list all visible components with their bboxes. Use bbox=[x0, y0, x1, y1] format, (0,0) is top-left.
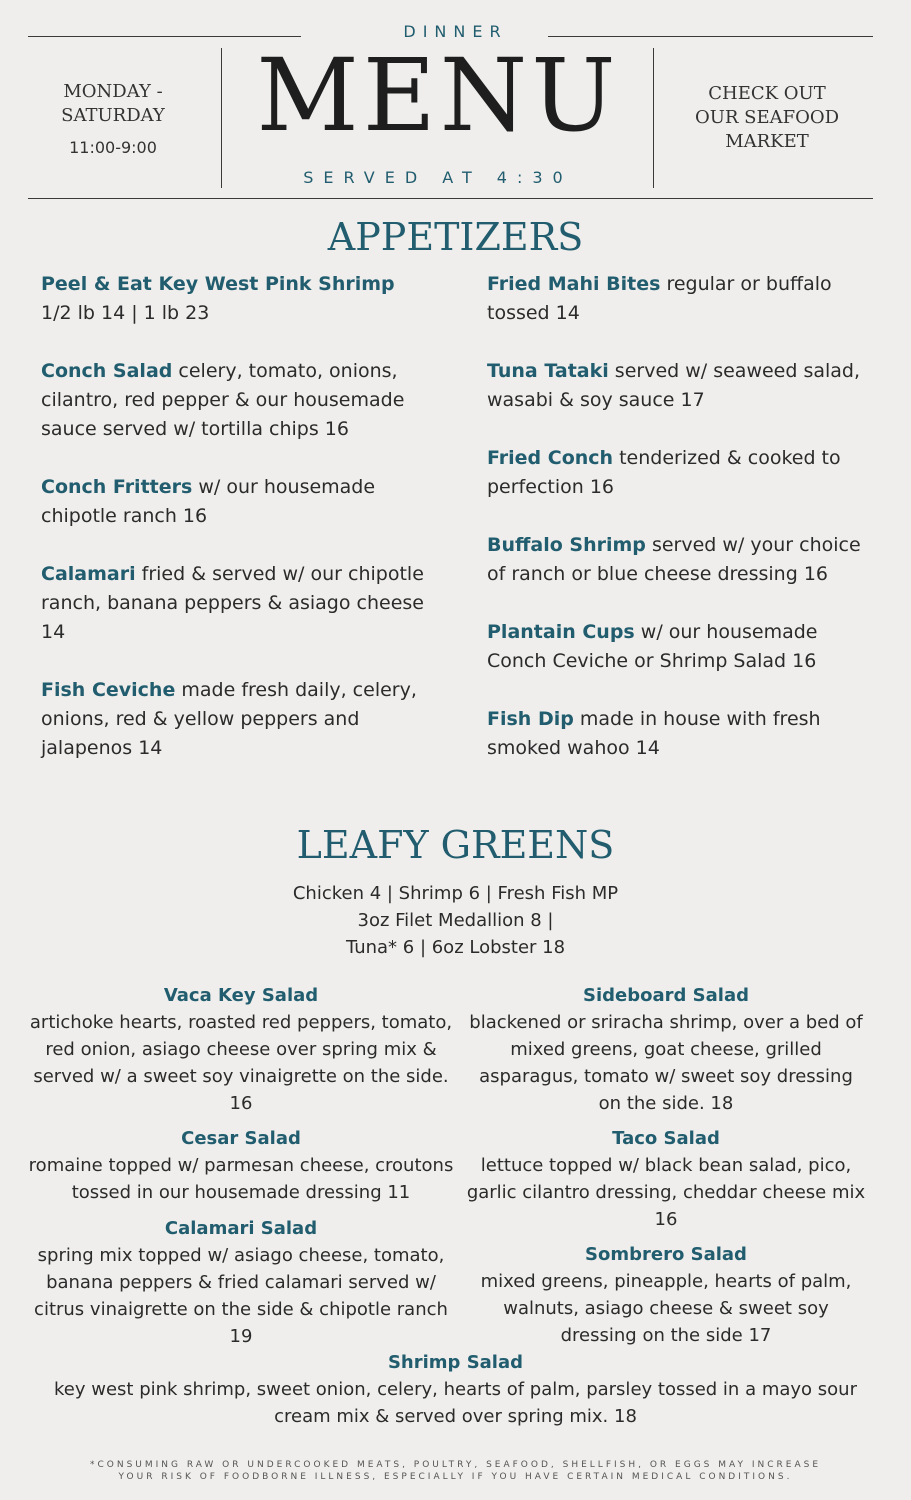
menu-item: Peel & Eat Key West Pink Shrimp 1/2 lb 14 | 1 lb 23 bbox=[41, 273, 395, 324]
promo-line-3: MARKET bbox=[725, 131, 809, 152]
appetizers-left-column bbox=[41, 270, 441, 792]
menu-item: Plantain Cups w/ our housemade Conch Ceviche or Shrimp Salad 16 bbox=[487, 621, 818, 672]
dinner-label: DINNER bbox=[403, 22, 508, 41]
menu-item: Fried Conch tenderized & cooked to perfection 16 bbox=[487, 447, 841, 498]
salad-item: Vaca Key Salad artichoke hearts, roasted red peppers, tomato, red onion, asiago cheese over spring mix & served w/ a sweet soy vinaigrette on the side. 16 bbox=[29, 985, 453, 1114]
hours-box bbox=[28, 80, 198, 160]
served-time: SERVED AT 4:30 bbox=[303, 168, 573, 187]
appetizers-right-column bbox=[487, 270, 882, 792]
menu-item: Buffalo Shrimp served w/ your choice of ranch or blue cheese dressing 16 bbox=[487, 534, 861, 585]
addon-line-2: 3oz Filet Medallion 8 | bbox=[357, 910, 554, 931]
salad-item: Taco Salad lettuce topped w/ black bean salad, pico, garlic cilantro dressing, cheddar cheese mix 16 bbox=[466, 1128, 866, 1230]
days-line-1: MONDAY - bbox=[63, 81, 163, 102]
food-safety-disclaimer: *CONSUMING RAW OR UNDERCOOKED MEATS, POULTRY, SEAFOOD, SHELLFISH, OR EGGS MAY INCREASE YOUR RISK OF FOODBORNE ILLNESS, ESPECIALLY IF YOU HAVE CERTAIN MEDICAL CONDITIONS. bbox=[89, 1460, 822, 1482]
promo-line-1: CHECK OUT bbox=[708, 83, 826, 104]
days-line-2: SATURDAY bbox=[61, 105, 165, 126]
leafy-greens-title: LEAFY GREENS bbox=[296, 823, 615, 867]
menu-item: Fish Ceviche made fresh daily, celery, onions, red & yellow peppers and jalapenos 14 bbox=[41, 679, 417, 759]
header-bottom-rule bbox=[28, 198, 873, 199]
salad-item: Sideboard Salad blackened or sriracha shrimp, over a bed of mixed greens, goat cheese, grilled asparagus, tomato w/ sweet soy dressing on the side. 18 bbox=[469, 985, 863, 1114]
addon-line-1: Chicken 4 | Shrimp 6 | Fresh Fish MP bbox=[292, 883, 619, 904]
promo-line-2: OUR SEAFOOD bbox=[694, 107, 840, 128]
salad-item: Cesar Salad romaine topped w/ parmesan cheese, croutons tossed in our housemade dressing 11 bbox=[28, 1128, 454, 1203]
salad-item: Calamari Salad spring mix topped w/ asiago cheese, tomato, banana peppers & fried calamari served w/ citrus vinaigrette on the side & chipotle ranch 19 bbox=[34, 1218, 448, 1347]
menu-item: Conch Fritters w/ our housemade chipotle ranch 16 bbox=[41, 476, 376, 527]
menu-item: Fish Dip made in house with fresh smoked wahoo 14 bbox=[487, 708, 821, 759]
protein-addons bbox=[0, 880, 911, 961]
salad-item: Shrimp Salad key west pink shrimp, sweet onion, celery, hearts of palm, parsley tossed in a mayo sour cream mix & served over spring mix. 18 bbox=[54, 1352, 857, 1427]
salad-item: Sombrero Salad mixed greens, pineapple, hearts of palm, walnuts, asiago cheese & sweet soy dressing on the side 17 bbox=[480, 1244, 852, 1346]
menu-item: Fried Mahi Bites regular or buffalo tossed 14 bbox=[487, 273, 832, 324]
seafood-market-promo bbox=[672, 82, 862, 154]
hours-text: 11:00-9:00 bbox=[69, 138, 157, 157]
addon-line-3: Tuna* 6 | 6oz Lobster 18 bbox=[345, 937, 566, 958]
menu-item: Calamari fried & served w/ our chipotle ranch, banana peppers & asiago cheese 14 bbox=[41, 563, 424, 643]
page-title: MENU bbox=[256, 37, 620, 154]
menu-item: Tuna Tataki served w/ seaweed salad, wasabi & soy sauce 17 bbox=[487, 360, 861, 411]
menu-item: Conch Salad celery, tomato, onions, cilantro, red pepper & our housemade sauce served w/ tortilla chips 16 bbox=[41, 360, 405, 440]
appetizers-title: APPETIZERS bbox=[327, 215, 584, 259]
